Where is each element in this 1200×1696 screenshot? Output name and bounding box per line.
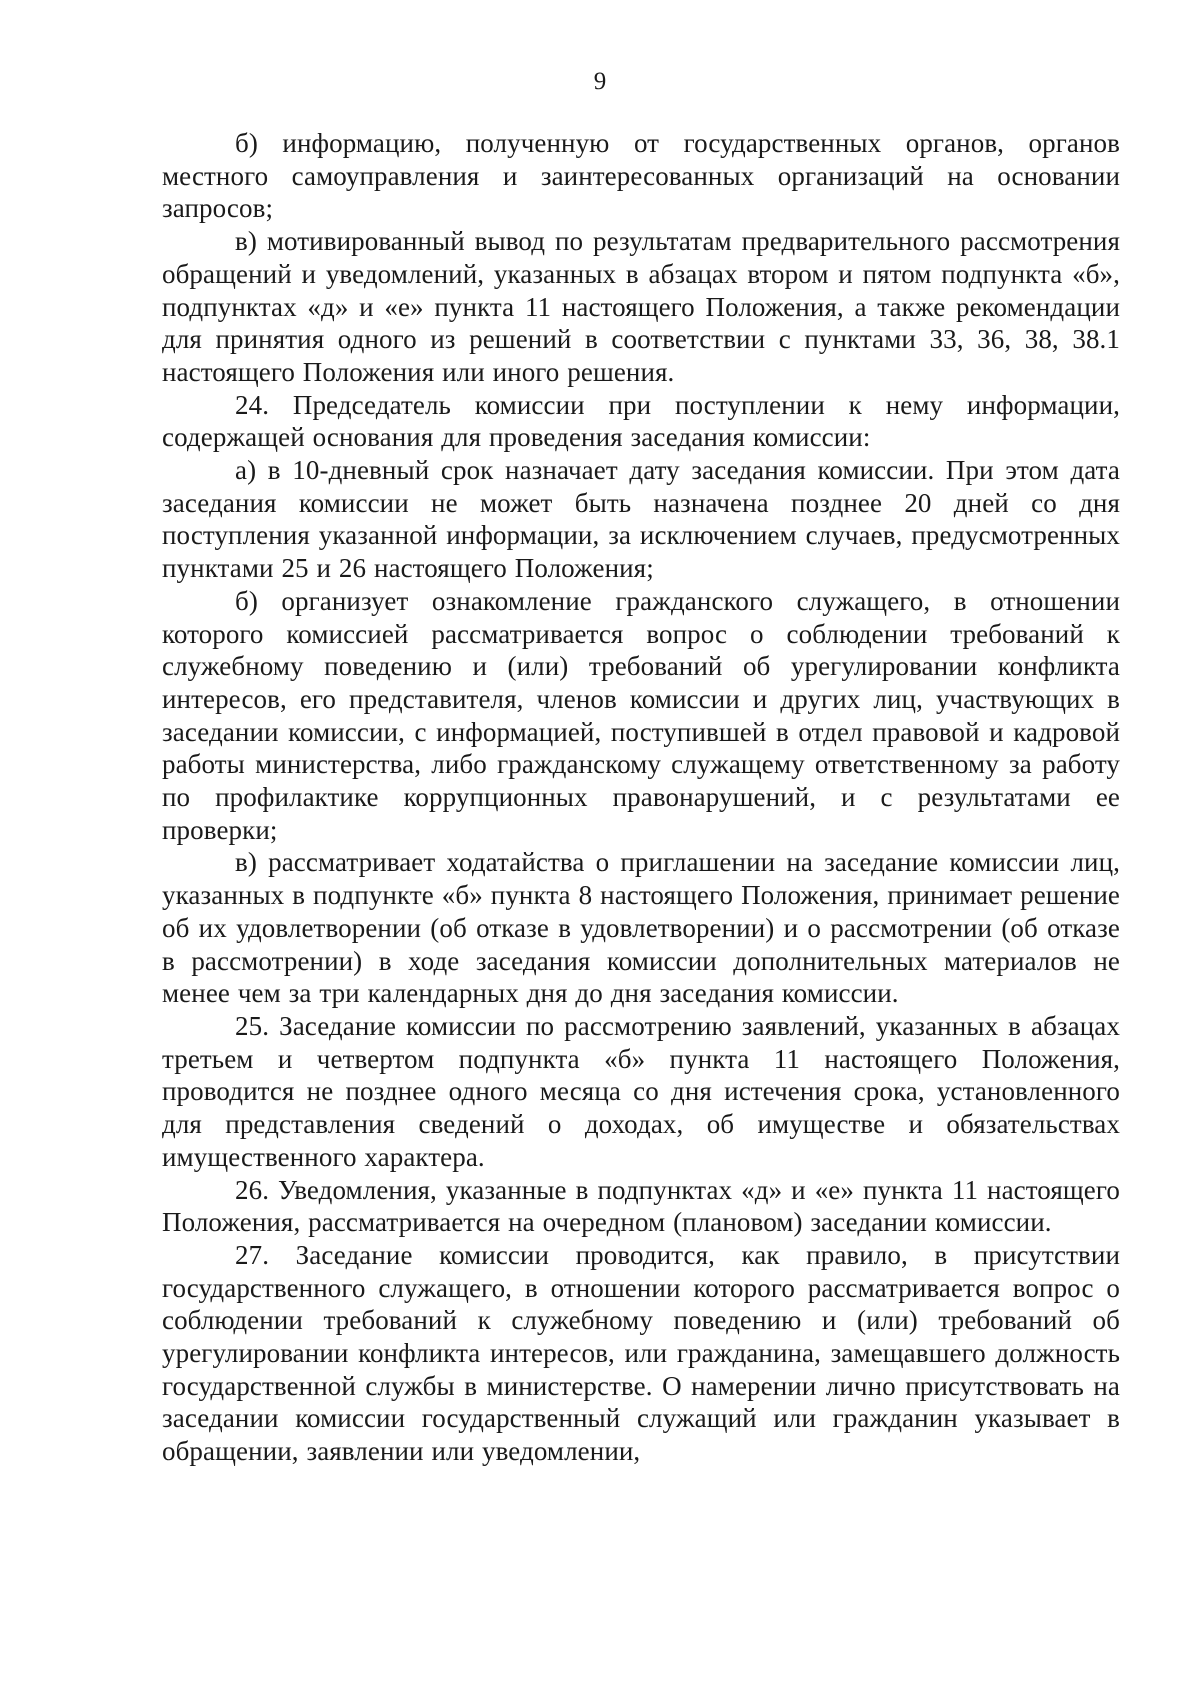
- paragraph-24-chairman: 24. Председатель комиссии при поступлении к нему информации, содержащей основания для проведения заседания комиссии:: [162, 389, 1120, 453]
- page-number: 9: [593, 68, 607, 95]
- paragraph-24-v-petitions: в) рассматривает ходатайства о приглашении на заседание комиссии лиц, указанных в подпункте «б» пункта 8 настоящего Положения, принимает решение об их удовлетворении (об отказе в удовлетворении) и о рассмотрении (об отказе в рассмотрении) в ходе заседания комиссии дополнительных материалов не менее чем за три календарных дня до дня заседания комиссии.: [162, 847, 1120, 1009]
- paragraph-v-motivated-conclusion: в) мотивированный вывод по результатам предварительного рассмотрения обращений и уведомлений, указанных в абзацах втором и пятом подпункта «б», подпунктах «д» и «е» пункта 11 настоящего Положения, а также рекомендации для принятия одного из решений в соответствии с пунктами 33, 36, 38, 38.1 настоящего Положения или иного решения.: [162, 226, 1120, 387]
- paragraph-24-a-meeting-date: а) в 10-дневный срок назначает дату заседания комиссии. При этом дата заседания комиссии не может быть назначена позднее 20 дней со дня поступления указанной информации, за исключением случаев, предусмотренных пунктами 25 и 26 настоящего Положения;: [162, 455, 1120, 584]
- paragraph-26-notifications: 26. Уведомления, указанные в подпунктах «д» и «е» пункта 11 настоящего Положения, рассматривается на очередном (плановом) заседании комиссии.: [162, 1174, 1120, 1238]
- paragraph-25-meeting-applications: 25. Заседание комиссии по рассмотрению заявлений, указанных в абзацах третьем и четвертом подпункта «б» пункта 11 настоящего Положения, проводится не позднее одного месяца со дня истечения срока, установленного для представления сведений о доходах, об имуществе и обязательствах имущественного характера.: [162, 1010, 1120, 1172]
- paragraph-24-b-familiarization: б) организует ознакомление гражданского служащего, в отношении которого комиссией рассматривается вопрос о соблюдении требований к служебному поведению и (или) требований об урегулировании конфликта интересов, его представителя, членов комиссии и других лиц, участвующих в заседании комиссии, с информацией, поступившей в отдел правовой и кадровой работы министерства, либо гражданскому служащему ответственному за работу по профилактике коррупционных правонарушений, и с результатами ее проверки;: [162, 585, 1120, 845]
- paragraph-b-information: б) информацию, полученную от государственных органов, органов местного самоуправления и заинтересованных организаций на основании запросов;: [162, 128, 1120, 224]
- document-body: [162, 127, 1120, 1468]
- paragraph-27-meeting-attendance: 27. Заседание комиссии проводится, как правило, в присутствии государственного служащего, в отношении которого рассматривается вопрос о соблюдении требований к служебному поведению и (или) требований об урегулировании конфликта интересов, или гражданина, замещавшего должность государственной службы в министерстве. О намерении лично присутствовать на заседании комиссии государственный служащий или гражданин указывает в обращении, заявлении или уведомлении,: [162, 1239, 1120, 1467]
